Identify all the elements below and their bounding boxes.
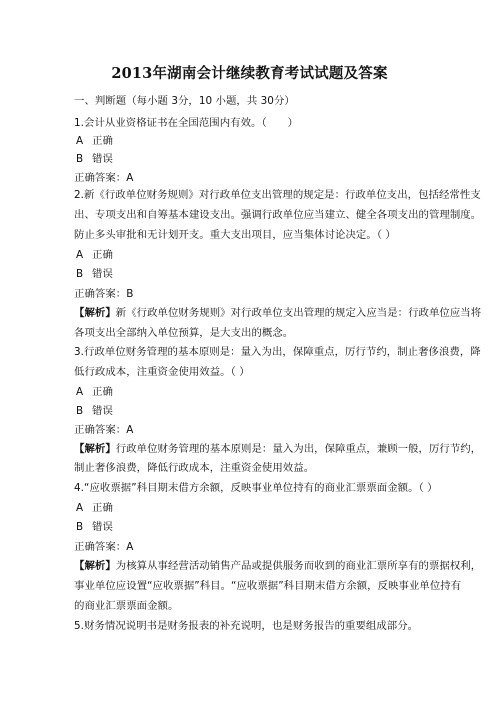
option-key: B [76,268,84,280]
question-3-answer: 正确答案：A [74,424,134,436]
option-text: 错误 [92,268,113,280]
question-2-stem-line-1: 2.新《行政单位财务规则》对行政单位支出管理的规定是：行政单位支出，包括经常性支 [74,189,481,201]
question-3-stem-line-2: 低行政成本，注重资金使用效益。（ ） [74,366,250,378]
option-key: A [76,249,84,261]
question-3-analysis-line-2: 制止奢侈浪费，降低行政成本，注重资金使用效益。 [74,462,315,474]
question-4-option-b[interactable] [76,521,113,534]
question-2-option-a[interactable] [76,249,113,262]
question-2-stem-line-3: 防止多头审批和无计划开支。重大支出项目，应当集体讨论决定。（ ） [74,229,396,241]
option-text: 正确 [92,249,113,261]
analysis-label: 【解析】 [74,307,116,319]
option-text: 错误 [92,405,113,417]
section-heading: 一、判断题（每小题 3分，10 小题，共 30分） [74,95,295,107]
analysis-text: 新《行政单位财务规则》对行政单位支出管理的规定入应当是：行政单位应当将 [115,307,482,319]
question-2-analysis-line-1 [74,307,481,320]
analysis-label: 【解析】 [74,443,116,455]
analysis-label: 【解析】 [74,560,116,572]
option-text: 错误 [92,521,113,533]
analysis-text: 为核算从事经营活动销售产品或提供服务而收到的商业汇票所享有的票据权利， [115,560,482,572]
question-4-answer: 正确答案：A [74,541,134,553]
question-2-answer: 正确答案：B [74,288,134,300]
question-3-option-a[interactable] [76,386,113,399]
question-2-analysis-line-2: 各项支出全部纳入单位预算，是大支出的概念。 [74,327,294,339]
question-1-stem: 1.会计从业资格证书在全国范围内有效。（ ） [74,117,299,129]
question-3-option-b[interactable] [76,405,113,418]
question-4-analysis-line-3: 的商业汇票票面金额。 [74,600,179,612]
question-1-option-b[interactable] [76,153,113,166]
option-text: 错误 [92,153,113,165]
option-key: A [76,135,84,147]
question-4-option-a[interactable] [76,502,113,515]
option-text: 正确 [92,135,113,147]
document-title: 2013年湖南会计继续教育考试试题及答案 [111,65,388,82]
question-1-option-a[interactable] [76,135,113,148]
question-4-analysis-line-2: 事业单位应设置“应收票据”科目。“应收票据”科目期末借方余额，反映事业单位持有 [74,580,462,592]
question-2-stem-line-2: 出、专项支出和自筹基本建设支出。强调行政单位应当建立、健全各项支出的管理制度。 [74,209,482,221]
option-key: B [76,405,84,417]
option-key: B [76,521,84,533]
question-5-stem: 5.财务情况说明书是财务报表的补充说明，也是财务报告的重要组成部分。 [74,620,419,632]
option-key: B [76,153,84,165]
question-3-analysis-line-1 [74,443,481,456]
question-2-option-b[interactable] [76,268,113,281]
option-text: 正确 [92,502,113,514]
option-key: A [76,502,84,514]
question-4-analysis-line-1 [74,560,481,573]
question-3-stem-line-1: 3.行政单位财务管理的基本原则是：量入为出，保障重点，厉行节约，制止奢侈浪费，降 [74,346,481,358]
option-key: A [76,386,84,398]
question-4-stem: 4.“应收票据”科目期末借方余额，反映事业单位持有的商业汇票票面金额。（ ） [74,482,438,494]
question-1-answer: 正确答案：A [74,172,134,184]
option-text: 正确 [92,386,113,398]
analysis-text: 行政单位财务管理的基本原则是：量入为出，保障重点，兼顾一般，厉行节约， [115,443,482,455]
